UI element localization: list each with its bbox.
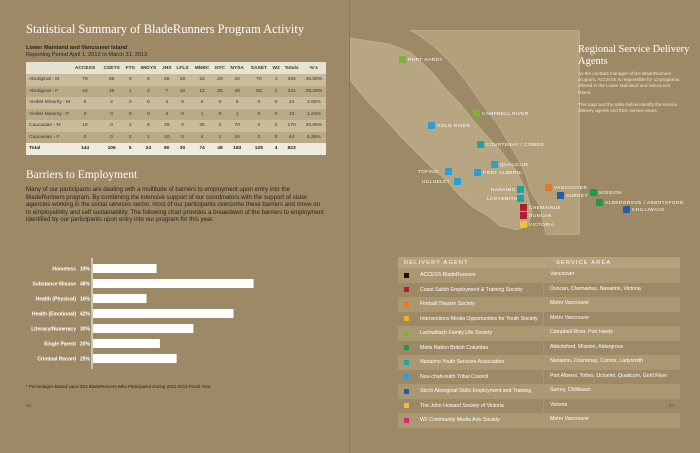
- map-marker-chilliwack: [623, 206, 630, 213]
- table-header-cell: MNBC: [191, 62, 212, 74]
- agent-area: Campbell River, Port Hardy: [543, 326, 680, 341]
- chart-value-label: 20%: [79, 341, 90, 348]
- table-cell: 0: [124, 97, 137, 109]
- table-cell: 20: [213, 74, 228, 86]
- map-marker-surrey: [557, 192, 564, 199]
- table-cell: 0: [137, 97, 160, 109]
- agent-area: Nanaimo, Courtenay, Comox, Ladysmith: [543, 355, 680, 370]
- table-period: Reporting Period April 1, 2012 to March 31, 2013: [26, 52, 148, 58]
- agent-color-swatch: [404, 418, 409, 423]
- agent-area: Metro Vancouver: [543, 413, 680, 428]
- map-label-chilliwack: CHILLIWACK: [632, 207, 665, 212]
- page-number-right: 67: [669, 403, 674, 408]
- table-cell: 40: [227, 86, 247, 98]
- table-cell: 334: [281, 74, 301, 86]
- map-label-vancouver: VANCOUVER: [554, 185, 588, 190]
- table-cell: 53: [247, 86, 271, 98]
- map-label-surrey: SURREY: [566, 193, 589, 198]
- table-total-cell: 30: [174, 143, 192, 155]
- agent-name-cell: [398, 297, 543, 312]
- map-label-duncan: DUNCAN: [529, 213, 552, 218]
- table-cell: 2: [124, 132, 137, 144]
- barriers-intro: Many of our participants are dealing with a multitude of barriers to employment upon entry into the BladeRunners program. By combining the intensive support of our coordinators with the support of sister agencies working in the social services sector, most of our participants overcome these barriers and move on to employability and self sustainability. The following chart provides a breakdown of the barriers to employment identified by our participants upon entry into our program for this year.: [26, 186, 324, 224]
- table-row: [26, 74, 326, 86]
- table-header-cell: IMOYS: [137, 62, 160, 74]
- map-label-port-alberni: PORT ALBERNI: [483, 170, 523, 175]
- table-cell: 1: [271, 74, 282, 86]
- table-header-cell: FTS: [124, 62, 137, 74]
- table-cell: 2.92%: [302, 97, 326, 109]
- agents-table: [398, 257, 680, 428]
- agent-area: Surrey, Chilliwack: [543, 384, 680, 399]
- table-total-cell: 24: [137, 143, 160, 155]
- chart-bar: [93, 264, 157, 273]
- table-cell: 7: [160, 86, 174, 98]
- map-marker-duncan: [520, 212, 527, 219]
- chart-value-label: 25%: [79, 356, 90, 363]
- map-marker-port-hardy: [399, 56, 406, 63]
- barriers-chart: [26, 258, 276, 373]
- table-cell: 42: [227, 74, 247, 86]
- agent-color-swatch: [404, 287, 409, 292]
- table-cell: 20.66%: [302, 120, 326, 132]
- table-header-cell: CSETS: [100, 62, 124, 74]
- table-cell: Aboriginal - M: [26, 74, 70, 86]
- table-cell: 4: [160, 97, 174, 109]
- agent-color-swatch: [404, 389, 409, 394]
- table-cell: 0: [213, 97, 228, 109]
- agent-name-cell: [398, 399, 543, 414]
- agent-row: [398, 312, 680, 327]
- table-cell: 22: [191, 74, 212, 86]
- table-cell: 0: [213, 109, 228, 121]
- table-cell: Caucasian - M: [26, 120, 70, 132]
- table-cell: 2: [100, 97, 124, 109]
- agent-name-cell: [398, 283, 543, 298]
- table-total-cell: 125: [247, 143, 271, 155]
- table-total-cell: 74: [191, 143, 212, 155]
- table-total-row: [26, 143, 326, 155]
- table-cell: 29.28%: [302, 86, 326, 98]
- agent-color-swatch: [404, 345, 409, 350]
- table-row: [26, 97, 326, 109]
- agent-row: [398, 268, 680, 283]
- agent-name: Métis Nation British Columbia: [420, 344, 489, 351]
- map-label-port-hardy: PORT HARDY: [408, 57, 443, 62]
- map-marker-ladysmith: [517, 195, 524, 202]
- page-title: Statistical Summary of BladeRunners Program Activity: [26, 22, 305, 36]
- map-label-victoria: VICTORIA: [529, 222, 555, 227]
- map-marker-gold-river: [428, 122, 435, 129]
- map-label-ucluelet: UCLUELET: [422, 179, 450, 184]
- barriers-title: Barriers to Employment: [26, 169, 138, 181]
- agent-area: Duncan, Chemainus, Nanaimo, Victoria: [543, 283, 680, 298]
- agent-name-cell: [398, 341, 543, 356]
- table-total-cell: 48: [213, 143, 228, 155]
- agent-row: [398, 283, 680, 298]
- table-header-cell: SASET: [247, 62, 271, 74]
- agent-color-swatch: [404, 316, 409, 321]
- map-label-courtenay: COURTENAY / COMOX: [486, 142, 545, 147]
- chart-footnote: * Percentages Based Upon 823 BladeRunners Who Participated During 2012-2013 Fiscal Year: [26, 384, 211, 389]
- map-marker-mission: [590, 189, 597, 196]
- map-label-aldergrove: ALDERGROVE / ABBOTSFORD: [605, 200, 684, 205]
- chart-category-label: Single Parent: [44, 341, 76, 348]
- table-cell: 0: [100, 132, 124, 144]
- table-header-cell: JHS: [160, 62, 174, 74]
- table-cell: 2: [213, 120, 228, 132]
- agent-color-swatch: [404, 273, 409, 278]
- table-cell: 0: [247, 97, 271, 109]
- table-total-cell: [302, 143, 326, 155]
- agent-row: [398, 399, 680, 414]
- area-column-header: SERVICE AREA: [549, 260, 680, 266]
- table-total-cell: Total: [26, 143, 70, 155]
- table-cell: 16: [70, 120, 100, 132]
- table-cell: 1: [227, 109, 247, 121]
- agent-name: Intersections Media Opportunities for Youth Society: [420, 315, 538, 322]
- agent-column-header: DELIVERY AGENT: [404, 259, 469, 266]
- agent-name: Fireball Theatre Society: [420, 301, 475, 308]
- chart-value-label: 42%: [79, 311, 90, 318]
- map-label-ladysmith: LADYSMITH: [487, 196, 518, 201]
- table-row: [26, 132, 326, 144]
- chart-value-label: 19%: [79, 266, 90, 273]
- table-cell: 25: [213, 86, 228, 98]
- regional-text-2: This map and the table below identify the service delivery agents and their service areas.: [578, 101, 678, 114]
- chart-category-label: Health (Emotional): [31, 311, 76, 318]
- table-cell: 2: [70, 109, 100, 121]
- map-marker-tofino: [445, 168, 452, 175]
- agent-name: Lachwiltach Family Life Society: [420, 330, 493, 337]
- table-cell: 0: [271, 97, 282, 109]
- agent-name-cell: [398, 370, 543, 385]
- map-marker-nanaimo: [517, 186, 524, 193]
- table-cell: 170: [281, 120, 301, 132]
- agent-color-swatch: [404, 302, 409, 307]
- table-cell: 1: [213, 132, 228, 144]
- chart-category-label: Health (Physical): [35, 296, 76, 303]
- agent-color-swatch: [404, 403, 409, 408]
- table-cell: 0: [70, 132, 100, 144]
- agents-header: [398, 257, 680, 268]
- agent-name: Nanaimo Youth Services Association: [420, 359, 505, 366]
- agent-name-cell: [398, 312, 543, 327]
- table-cell: 10: [174, 86, 192, 98]
- agent-name: W2 Community Media Arts Society: [420, 417, 500, 424]
- table-cell: 40.58%: [302, 74, 326, 86]
- table-cell: 0: [124, 74, 137, 86]
- map-label-campbell-river: CAMPBELL RIVER: [482, 111, 529, 116]
- table-cell: 12: [191, 86, 212, 98]
- chart-bar: [93, 309, 234, 318]
- agent-name: ACCESS BladeRunners: [420, 272, 476, 279]
- chart-bar: [93, 339, 160, 348]
- chart-bar: [93, 354, 177, 363]
- table-cell: 45: [100, 86, 124, 98]
- agent-area: Metro Vancouver: [543, 297, 680, 312]
- chart-category-label: Literacy/Numeracy: [31, 326, 76, 333]
- table-cell: 10: [160, 132, 174, 144]
- agent-row: [398, 384, 680, 399]
- map-label-qualicum: QUALICUM: [500, 162, 529, 167]
- chart-value-label: 16%: [79, 296, 90, 303]
- table-cell: 28: [160, 74, 174, 86]
- agent-row: [398, 413, 680, 428]
- table-cell: 4: [191, 132, 212, 144]
- agent-row: [398, 370, 680, 385]
- table-total-cell: 183: [227, 143, 247, 155]
- map-marker-ucluelet: [454, 178, 461, 185]
- map-marker-aldergrove: [596, 199, 603, 206]
- agent-name-cell: [398, 355, 543, 370]
- chart-category-label: Homeless: [52, 266, 76, 273]
- page-number-left: 66: [26, 403, 31, 408]
- chart-value-label: 48%: [79, 281, 90, 288]
- map-marker-vancouver: [545, 184, 552, 191]
- table-header-cell: ACCESS: [70, 62, 100, 74]
- agent-area: Victoria: [543, 399, 680, 414]
- agent-area: Port Alberni, Tofino, Ucluelet, Qualicum, Gold River: [543, 370, 680, 385]
- table-cell: 0: [124, 109, 137, 121]
- agent-row: [398, 326, 680, 341]
- map-label-mission: MISSION: [599, 190, 622, 195]
- agent-name: The John Howard Society of Victoria: [420, 402, 504, 409]
- statistics-table: [26, 62, 326, 155]
- table-cell: 1: [191, 109, 212, 121]
- table-row: [26, 120, 326, 132]
- map-label-gold-river: GOLD RIVER: [437, 123, 471, 128]
- table-cell: 6: [227, 97, 247, 109]
- map-marker-port-alberni: [474, 169, 481, 176]
- table-cell: 0: [100, 120, 124, 132]
- map-marker-courtenay: [477, 141, 484, 148]
- table-row: [26, 109, 326, 121]
- agent-row: [398, 341, 680, 356]
- agent-area: Abbotsford, Mission, Aldergrove: [543, 341, 680, 356]
- map-marker-campbell-river: [473, 110, 480, 117]
- table-cell: 0: [137, 109, 160, 121]
- table-cell: 39: [160, 120, 174, 132]
- agent-color-swatch: [404, 374, 409, 379]
- table-cell: 6: [137, 74, 160, 86]
- table-cell: 30: [191, 120, 212, 132]
- agent-name: Coast Salish Employment & Training Society: [420, 286, 523, 293]
- table-title: Lower Mainland and Vancouver Island: [26, 45, 128, 51]
- table-header-cell: Totals: [281, 62, 301, 74]
- map-label-chemainus: CHEMAINUS: [529, 205, 562, 210]
- agent-name: Nuu-chah-nulth Tribal Council: [420, 373, 489, 380]
- table-header-cell: LFLS: [174, 62, 192, 74]
- table-total-cell: 106: [100, 143, 124, 155]
- table-row: [26, 86, 326, 98]
- table-cell: 0: [247, 109, 271, 121]
- chart-category-label: Substance Misuse: [32, 281, 76, 288]
- table-cell: 5: [191, 97, 212, 109]
- agent-name: Sto:lo Aboriginal Skills Employment and Training: [420, 388, 532, 395]
- table-cell: 44: [70, 86, 100, 98]
- table-cell: 24: [227, 132, 247, 144]
- chart-bar: [93, 294, 147, 303]
- table-cell: 0: [247, 120, 271, 132]
- table-total-cell: 5: [124, 143, 137, 155]
- agent-color-swatch: [404, 360, 409, 365]
- table-cell: 2: [271, 120, 282, 132]
- table-cell: Visible Minority - F: [26, 109, 70, 121]
- map-marker-chemainus: [520, 204, 527, 211]
- table-total-cell: 144: [70, 143, 100, 155]
- table-cell: 3: [137, 86, 160, 98]
- table-total-cell: 4: [271, 143, 282, 155]
- table-cell: 70: [247, 74, 271, 86]
- agent-name-cell: [398, 384, 543, 399]
- agent-row: [398, 355, 680, 370]
- table-cell: 59: [100, 74, 124, 86]
- table-cell: 20: [174, 74, 192, 86]
- table-cell: 70: [227, 120, 247, 132]
- regional-text-1: As the contract manager of the BladeRunners program, ACCESS is responsible for 13 programs offered in the Lower Mainland and Vancouver Island.: [578, 71, 680, 95]
- table-cell: 1: [124, 86, 137, 98]
- table-header-cell: %'s: [302, 62, 326, 74]
- chart-value-label: 30%: [79, 326, 90, 333]
- table-cell: 0: [100, 109, 124, 121]
- table-cell: 0: [174, 97, 192, 109]
- table-cell: 2: [124, 120, 137, 132]
- table-cell: 0: [174, 132, 192, 144]
- table-cell: 24: [281, 97, 301, 109]
- map-label-nanaimo: NANAIMO: [491, 187, 516, 192]
- agent-color-swatch: [404, 331, 409, 336]
- table-cell: 10: [281, 109, 301, 121]
- agent-area: Vancouver: [543, 268, 680, 283]
- table-cell: 1: [271, 86, 282, 98]
- table-cell: Caucasian - F: [26, 132, 70, 144]
- table-cell: 0: [174, 120, 192, 132]
- table-cell: 4: [160, 109, 174, 121]
- chart-bar: [93, 324, 193, 333]
- table-header-cell: NTC: [213, 62, 228, 74]
- table-cell: 2: [247, 132, 271, 144]
- table-cell: 0: [271, 109, 282, 121]
- map-label-tofino: TOFINO: [418, 169, 439, 174]
- table-cell: 0: [174, 109, 192, 121]
- table-header-cell: W2: [271, 62, 282, 74]
- table-cell: Aboriginal - F: [26, 86, 70, 98]
- agent-row: [398, 297, 680, 312]
- table-total-cell: 823: [281, 143, 301, 155]
- table-cell: 1.22%: [302, 109, 326, 121]
- table-cell: 0: [271, 132, 282, 144]
- table-cell: 76: [70, 74, 100, 86]
- agent-name-cell: [398, 326, 543, 341]
- table-total-cell: 80: [160, 143, 174, 155]
- table-cell: 9: [137, 120, 160, 132]
- chart-category-label: Criminal Record: [37, 356, 76, 363]
- table-header-cell: NYSA: [227, 62, 247, 74]
- regional-text: [578, 71, 682, 120]
- chart-bar: [93, 279, 254, 288]
- table-header-cell: [26, 62, 70, 74]
- table-cell: 1: [137, 132, 160, 144]
- map-marker-victoria: [520, 221, 527, 228]
- table-cell: Visible Minority - M: [26, 97, 70, 109]
- agent-name-cell: [398, 268, 543, 283]
- agent-area: Metro Vancouver: [543, 312, 680, 327]
- map-marker-qualicum: [491, 161, 498, 168]
- agent-name-cell: [398, 413, 543, 428]
- table-cell: 44: [281, 132, 301, 144]
- table-cell: 241: [281, 86, 301, 98]
- table-cell: 6: [70, 97, 100, 109]
- regional-title: Regional Service Delivery Agents: [578, 44, 690, 67]
- table-cell: 5.35%: [302, 132, 326, 144]
